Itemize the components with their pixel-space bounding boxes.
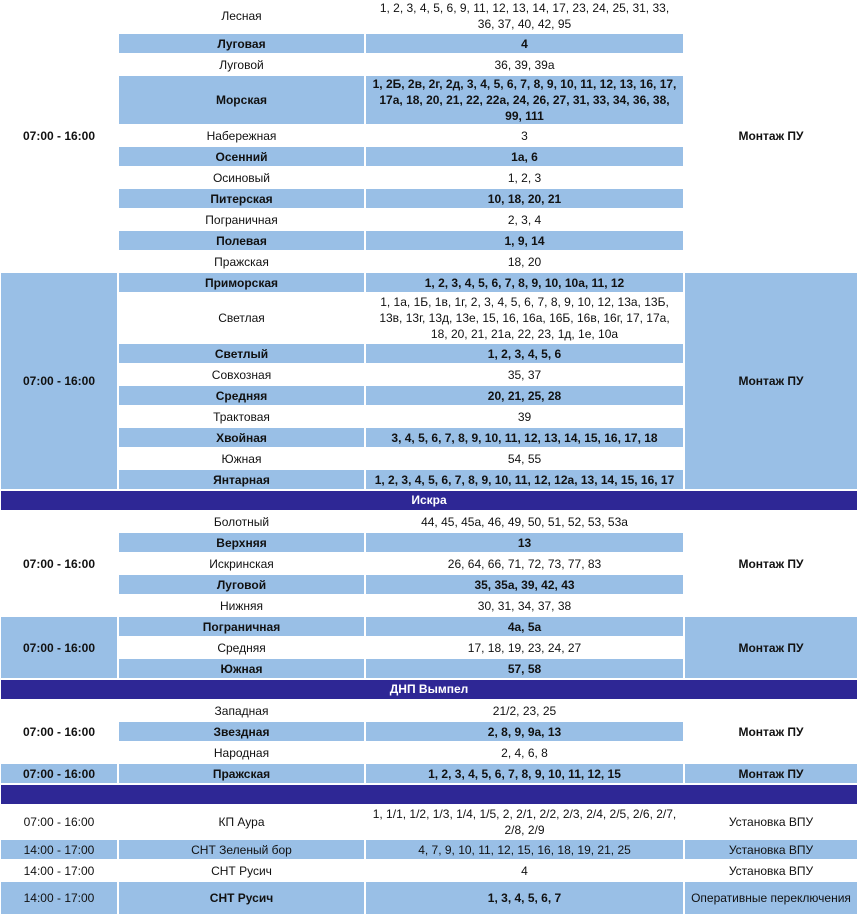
work-type-cell: Монтаж ПУ xyxy=(685,701,857,762)
houses-cell: 1, 1а, 1Б, 1в, 1г, 2, 3, 4, 5, 6, 7, 8, 9, 10, 12, 13а, 13Б, 13в, 13г, 13д, 13е, 15, 16, 16а, 16Б, 16в, 16г, 17, 17а, 18, 20, 21, 21а, 22, 23, 1д, 1е, 10а xyxy=(366,294,683,342)
houses-cell: 20, 21, 25, 28 xyxy=(366,386,683,405)
time-cell: 14:00 - 17:00 xyxy=(1,882,117,914)
houses-cell: 1, 3, 4, 5, 6, 7 xyxy=(366,882,683,914)
work-type-cell: Монтаж ПУ xyxy=(685,273,857,489)
houses-cell: 26, 64, 66, 71, 72, 73, 77, 83 xyxy=(366,554,683,573)
schedule-row xyxy=(1,764,857,783)
street-cell: Луговая xyxy=(119,34,364,53)
time-cell: 07:00 - 16:00 xyxy=(1,512,117,615)
houses-cell: 57, 58 xyxy=(366,659,683,678)
houses-cell: 18, 20 xyxy=(366,252,683,271)
street-cell: Светлый xyxy=(119,344,364,363)
street-cell: Осенний xyxy=(119,147,364,166)
street-cell: Искринская xyxy=(119,554,364,573)
street-cell: Пограничная xyxy=(119,617,364,636)
time-cell: 14:00 - 17:00 xyxy=(1,840,117,859)
schedule-row xyxy=(1,512,857,531)
houses-cell: 4а, 5а xyxy=(366,617,683,636)
section-title: Искра xyxy=(1,491,857,510)
houses-cell: 21/2, 23, 25 xyxy=(366,701,683,720)
houses-cell: 17, 18, 19, 23, 24, 27 xyxy=(366,638,683,657)
houses-cell: 36, 39, 39а xyxy=(366,55,683,74)
section-header xyxy=(1,491,857,510)
schedule-row xyxy=(1,617,857,636)
street-cell: Приморская xyxy=(119,273,364,292)
houses-cell: 35, 37 xyxy=(366,365,683,384)
houses-cell: 39 xyxy=(366,407,683,426)
houses-cell: 1, 2, 3, 4, 5, 6 xyxy=(366,344,683,363)
street-cell: Набережная xyxy=(119,126,364,145)
section-title xyxy=(1,785,857,804)
houses-cell: 44, 45, 45а, 46, 49, 50, 51, 52, 53, 53а xyxy=(366,512,683,531)
time-cell: 07:00 - 16:00 xyxy=(1,806,117,838)
houses-cell: 2, 8, 9, 9а, 13 xyxy=(366,722,683,741)
street-cell: КП Аура xyxy=(119,806,364,838)
street-cell: Янтарная xyxy=(119,470,364,489)
houses-cell: 1, 2, 3, 4, 5, 6, 7, 8, 9, 10, 11, 12, 15 xyxy=(366,764,683,783)
street-cell: Осиновый xyxy=(119,168,364,187)
section-title: ДНП Вымпел xyxy=(1,680,857,699)
time-cell: 07:00 - 16:00 xyxy=(1,0,117,271)
houses-cell: 4, 7, 9, 10, 11, 12, 15, 16, 18, 19, 21, 25 xyxy=(366,840,683,859)
street-cell: Пражская xyxy=(119,764,364,783)
street-cell: Луговой xyxy=(119,55,364,74)
street-cell: Народная xyxy=(119,743,364,762)
houses-cell: 2, 3, 4 xyxy=(366,210,683,229)
street-cell: Южная xyxy=(119,659,364,678)
street-cell: Светлая xyxy=(119,294,364,342)
schedule-row xyxy=(1,273,857,292)
street-cell: Питерская xyxy=(119,189,364,208)
street-cell: Совхозная xyxy=(119,365,364,384)
houses-cell: 30, 31, 34, 37, 38 xyxy=(366,596,683,615)
street-cell: Южная xyxy=(119,449,364,468)
houses-cell: 13 xyxy=(366,533,683,552)
schedule-row xyxy=(1,0,857,32)
houses-cell: 3 xyxy=(366,126,683,145)
street-cell: Лесная xyxy=(119,0,364,32)
street-cell: Верхняя xyxy=(119,533,364,552)
work-type-cell: Монтаж ПУ xyxy=(685,0,857,271)
work-type-cell: Монтаж ПУ xyxy=(685,764,857,783)
street-cell: Трактовая xyxy=(119,407,364,426)
street-cell: Нижняя xyxy=(119,596,364,615)
time-cell: 07:00 - 16:00 xyxy=(1,617,117,678)
time-cell: 07:00 - 16:00 xyxy=(1,701,117,762)
houses-cell: 54, 55 xyxy=(366,449,683,468)
houses-cell: 1, 2, 3, 4, 5, 6, 7, 8, 9, 10, 10а, 11, 12 xyxy=(366,273,683,292)
houses-cell: 4 xyxy=(366,861,683,880)
houses-cell: 1, 2, 3, 4, 5, 6, 9, 11, 12, 13, 14, 17, 23, 24, 25, 31, 33, 36, 37, 40, 42, 95 xyxy=(366,0,683,32)
houses-cell: 1а, 6 xyxy=(366,147,683,166)
street-cell: Западная xyxy=(119,701,364,720)
street-cell: Полевая xyxy=(119,231,364,250)
work-type-cell: Монтаж ПУ xyxy=(685,617,857,678)
houses-cell: 2, 4, 6, 8 xyxy=(366,743,683,762)
street-cell: Хвойная xyxy=(119,428,364,447)
houses-cell: 10, 18, 20, 21 xyxy=(366,189,683,208)
schedule-row xyxy=(1,701,857,720)
time-cell: 07:00 - 16:00 xyxy=(1,273,117,489)
time-cell: 14:00 - 17:00 xyxy=(1,861,117,880)
houses-cell: 1, 2, 3, 4, 5, 6, 7, 8, 9, 10, 11, 12, 12а, 13, 14, 15, 16, 17 xyxy=(366,470,683,489)
schedule-body xyxy=(1,0,857,914)
time-cell: 07:00 - 16:00 xyxy=(1,764,117,783)
work-type-cell: Монтаж ПУ xyxy=(685,512,857,615)
section-header xyxy=(1,785,857,804)
street-cell: Звездная xyxy=(119,722,364,741)
street-cell: Средняя xyxy=(119,638,364,657)
schedule-row xyxy=(1,840,857,859)
street-cell: Болотный xyxy=(119,512,364,531)
street-cell: Морская xyxy=(119,76,364,124)
street-cell: Пограничная xyxy=(119,210,364,229)
street-cell: Луговой xyxy=(119,575,364,594)
houses-cell: 1, 2, 3 xyxy=(366,168,683,187)
houses-cell: 35, 35а, 39, 42, 43 xyxy=(366,575,683,594)
street-cell: Средняя xyxy=(119,386,364,405)
street-cell: СНТ Русич xyxy=(119,861,364,880)
houses-cell: 4 xyxy=(366,34,683,53)
schedule-row xyxy=(1,882,857,914)
schedule-row xyxy=(1,861,857,880)
street-cell: СНТ Русич xyxy=(119,882,364,914)
work-type-cell: Оперативные переключения xyxy=(685,882,857,914)
street-cell: СНТ Зеленый бор xyxy=(119,840,364,859)
schedule-row xyxy=(1,806,857,838)
work-type-cell: Установка ВПУ xyxy=(685,806,857,838)
section-header xyxy=(1,680,857,699)
work-type-cell: Установка ВПУ xyxy=(685,840,857,859)
work-type-cell: Установка ВПУ xyxy=(685,861,857,880)
street-cell: Пражская xyxy=(119,252,364,271)
houses-cell: 1, 9, 14 xyxy=(366,231,683,250)
houses-cell: 1, 1/1, 1/2, 1/3, 1/4, 1/5, 2, 2/1, 2/2, 2/3, 2/4, 2/5, 2/6, 2/7, 2/8, 2/9 xyxy=(366,806,683,838)
houses-cell: 3, 4, 5, 6, 7, 8, 9, 10, 11, 12, 13, 14, 15, 16, 17, 18 xyxy=(366,428,683,447)
houses-cell: 1, 2Б, 2в, 2г, 2д, 3, 4, 5, 6, 7, 8, 9, 10, 11, 12, 13, 16, 17, 17а, 18, 20, 21, 22, 22а, 24, 26, 27, 31, 33, 34, 36, 38, 99, 111 xyxy=(366,76,683,124)
